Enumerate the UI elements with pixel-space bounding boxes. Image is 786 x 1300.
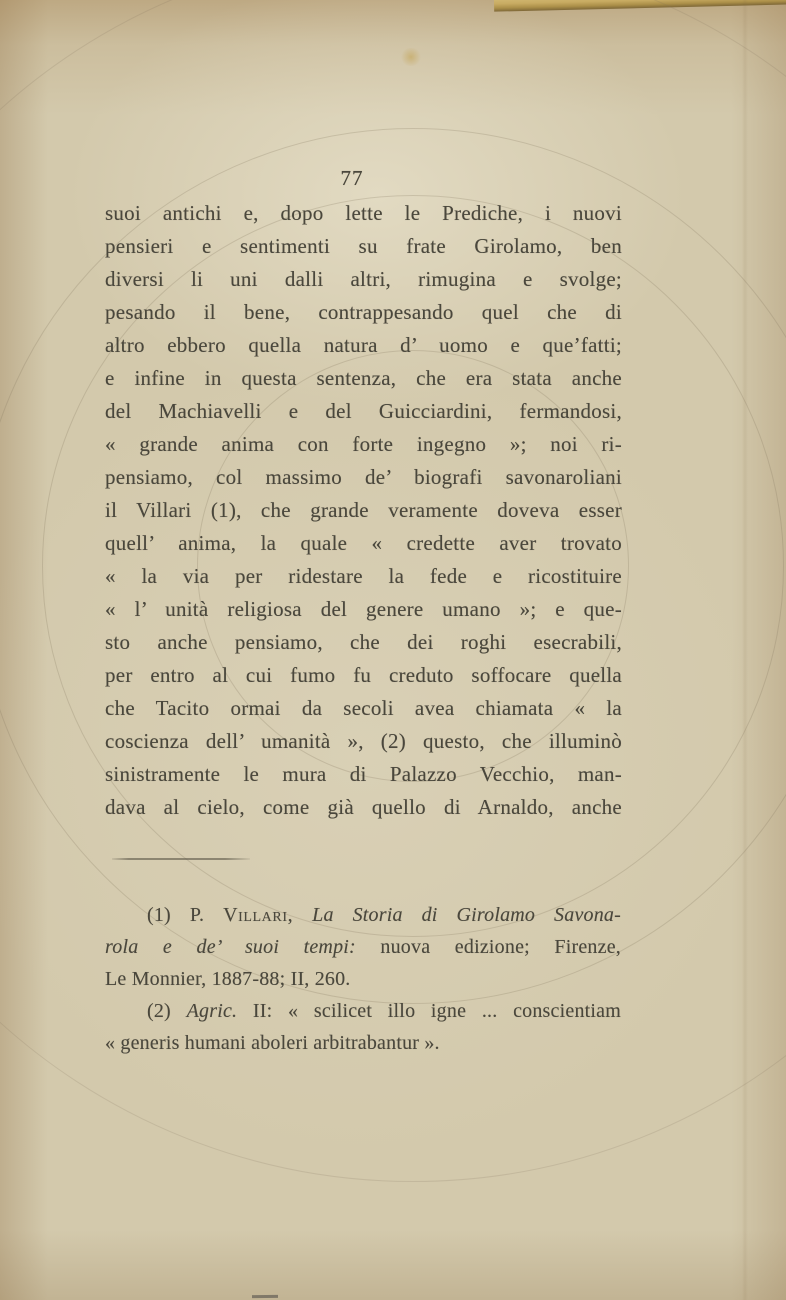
footnote-1-line-1	[105, 899, 621, 931]
body-text-line: coscienza dell’ umanità », (2) questo, che illuminò	[105, 729, 622, 753]
footnote-2-quote-start: II: « scilicet illo igne ... conscientiam	[237, 1000, 621, 1022]
footnote-2-work: Agric.	[186, 1000, 238, 1022]
body-text-line: dava al cielo, come già quello di Arnaldo, anche	[105, 795, 622, 819]
scan-artifact-mark	[252, 1295, 278, 1298]
footnote-2-line-2	[105, 1027, 621, 1059]
footnote-2-line-1	[105, 995, 621, 1027]
body-text-line: pesando il bene, contrappesando quel che di	[105, 300, 622, 324]
footnote-1-title-continued: rola e de’ suoi tempi:	[105, 936, 356, 958]
footnote-1-marker: (1) P.	[147, 904, 224, 926]
footnote-1-author: Villari,	[223, 904, 294, 926]
body-text-line: « grande anima con forte ingegno »; noi ri-	[105, 432, 622, 456]
footnote-1-line-2	[105, 931, 621, 963]
page-edge-shadow	[742, 0, 748, 1300]
body-text-line: per entro al cui fumo fu creduto soffocare quella	[105, 663, 622, 687]
page-number: 77	[340, 166, 364, 190]
body-text-line: diversi li uni dalli altri, rimugina e svolge;	[105, 267, 622, 291]
body-text-line: quell’ anima, la quale « credette aver trovato	[105, 531, 622, 555]
footnote-separator-rule	[112, 858, 250, 860]
body-text-line: « la via per ridestare la fede e ricostituire	[105, 564, 622, 588]
footnote-1-line-3	[105, 963, 621, 995]
footnote-1-publisher: Le Monnier, 1887-88; II, 260.	[105, 968, 351, 990]
body-text-line: pensiamo, col massimo de’ biografi savonaroliani	[105, 465, 622, 489]
body-text-line: pensieri e sentimenti su frate Girolamo, ben	[105, 234, 622, 258]
main-text-block	[105, 197, 622, 824]
body-text-line: « l’ unità religiosa del genere umano »; e que-	[105, 597, 622, 621]
paper-stain	[400, 48, 422, 66]
body-text-line: suoi antichi e, dopo lette le Prediche, i nuovi	[105, 201, 622, 225]
body-text-line: altro ebbero quella natura d’ uomo e que’fatti;	[105, 333, 622, 357]
footnote-1-edition: nuova edizione; Firenze,	[355, 936, 621, 958]
body-text-line: che Tacito ormai da secoli avea chiamata « la	[105, 696, 622, 720]
body-text-line: del Machiavelli e del Guicciardini, fermandosi,	[105, 399, 622, 423]
body-text-line: e infine in questa sentenza, che era stata anche	[105, 366, 622, 390]
footnote-2-quote-end: « generis humani aboleri arbitrabantur ».	[105, 1032, 440, 1054]
footnote-2-marker: (2)	[147, 1000, 187, 1022]
body-text-line: il Villari (1), che grande veramente doveva esser	[105, 498, 622, 522]
body-text-line: sto anche pensiamo, che dei roghi esecrabili,	[105, 630, 622, 654]
body-text-line: sinistramente le mura di Palazzo Vecchio, man-	[105, 762, 622, 786]
footnote-1-title: La Storia di Girolamo Savona-	[293, 904, 621, 926]
footnotes-section	[105, 899, 621, 1059]
